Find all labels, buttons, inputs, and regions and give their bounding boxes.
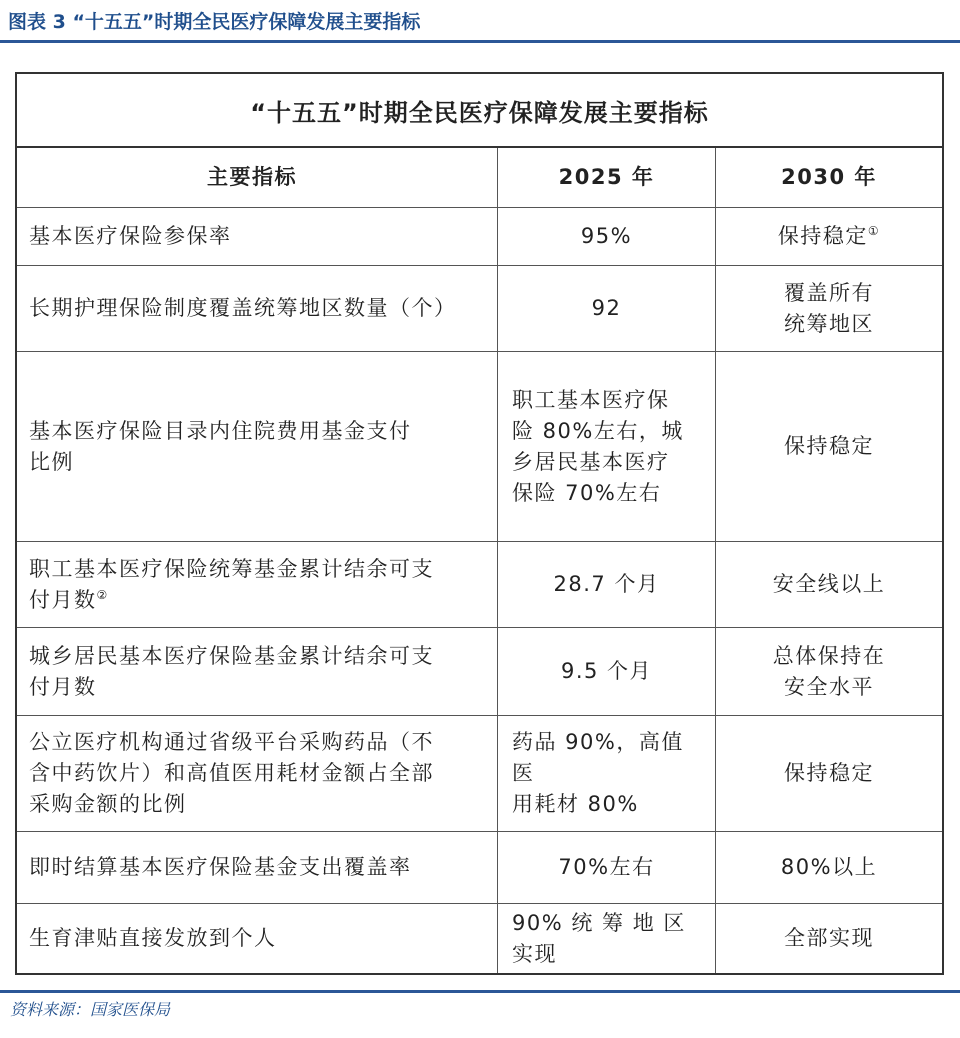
value-2030-cell: 保持稳定: [784, 761, 874, 785]
indicator-cell: 基本医疗保险目录内住院费用基金支付 比例: [17, 352, 498, 541]
value-2030-cell: 安全线以上: [772, 572, 886, 596]
indicator-cell: 公立医疗机构通过省级平台采购药品（不 含中药饮片）和高值医用耗材金额占全部 采购金额的比例: [17, 716, 498, 831]
table-row: [17, 208, 942, 266]
value-2025-cell: 职工基本医疗保 险 80%左右，城 乡居民基本医疗 保险 70%左右: [498, 352, 716, 541]
table-row: [17, 716, 942, 832]
table-title: “十五五”时期全民医疗保障发展主要指标: [17, 74, 942, 148]
value-2030-cell: 保持稳定①: [777, 224, 881, 248]
indicator-table: [15, 72, 944, 975]
value-2025-cell: 药品 90%，高值医 用耗材 80%: [498, 716, 716, 831]
bottom-divider: [0, 990, 960, 993]
value-2030-cell: 全部实现: [784, 926, 874, 950]
value-2025-cell: 70%左右: [498, 832, 716, 903]
table-row: [17, 266, 942, 352]
source-note: 资料来源：国家医保局: [10, 1000, 171, 1019]
header-2030: 2030 年: [781, 165, 877, 189]
value-2025-cell: 92: [498, 266, 716, 351]
indicator-cell: 即时结算基本医疗保险基金支出覆盖率: [17, 832, 498, 903]
table-header-row: [17, 148, 942, 208]
figure-title: 图表 3 “十五五”时期全民医疗保障发展主要指标: [8, 11, 421, 33]
value-2025-cell: 9.5 个月: [498, 628, 716, 715]
indicator-cell: 城乡居民基本医疗保险基金累计结余可支 付月数: [17, 628, 498, 715]
indicator-cell: 职工基本医疗保险统筹基金累计结余可支 付月数②: [17, 542, 498, 627]
indicator-cell: 长期护理保险制度覆盖统筹地区数量（个）: [17, 266, 498, 351]
value-2030-cell: 总体保持在 安全水平: [772, 643, 886, 699]
header-2025: 2025 年: [498, 148, 716, 207]
value-2025-cell: 90% 统 筹 地 区 实现: [498, 904, 716, 973]
value-2030-cell: 80%以上: [780, 855, 878, 879]
table-row: [17, 904, 942, 973]
value-2025-cell: 95%: [498, 208, 716, 265]
table-row: [17, 628, 942, 716]
value-2030-cell: 保持稳定: [784, 434, 874, 458]
table-row: [17, 832, 942, 904]
top-divider: [0, 40, 960, 43]
indicator-cell: 基本医疗保险参保率: [17, 208, 498, 265]
header-indicator: 主要指标: [17, 148, 498, 207]
value-2030-cell: 覆盖所有 统筹地区: [784, 280, 874, 336]
table-row: [17, 542, 942, 628]
value-2025-cell: 28.7 个月: [498, 542, 716, 627]
indicator-cell: 生育津贴直接发放到个人: [17, 904, 498, 973]
table-row: [17, 352, 942, 542]
